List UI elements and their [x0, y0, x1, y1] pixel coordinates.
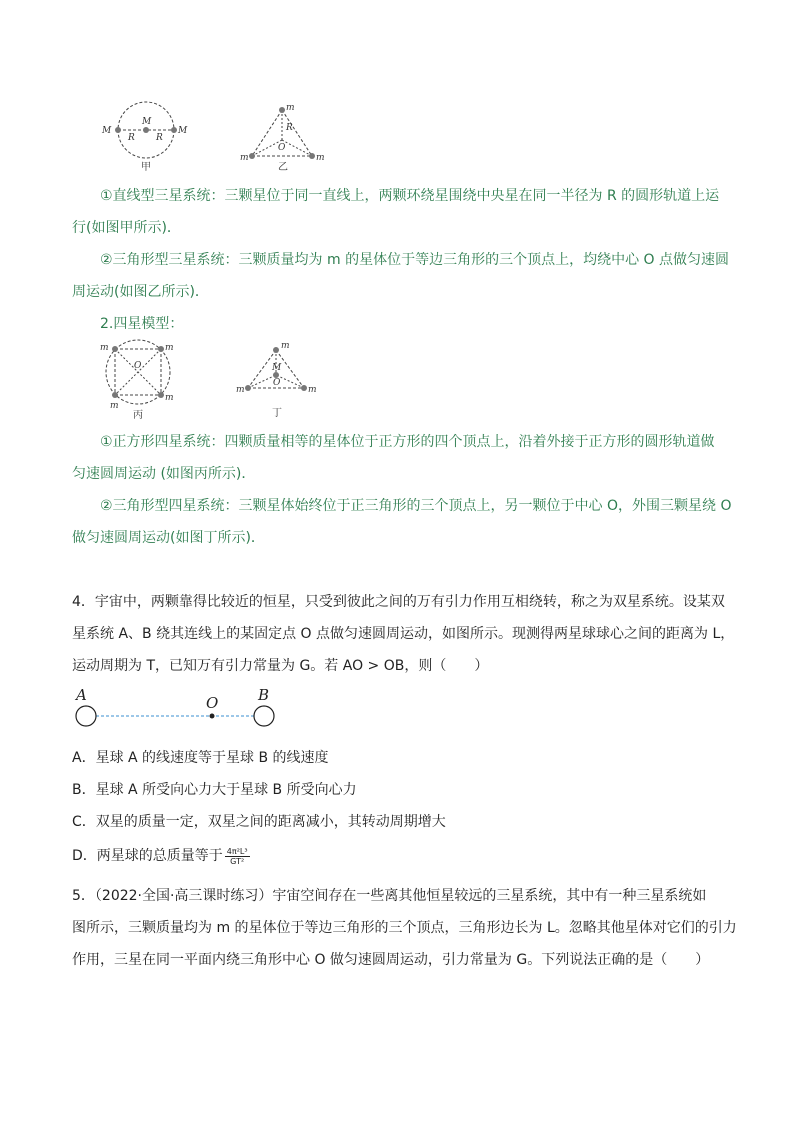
label-r-left: R — [128, 133, 135, 143]
q4-option-c[interactable]: C．双星的质量一定，双星之间的距离减小，其转动周期增大 — [72, 814, 446, 830]
caption-jia: 甲 — [141, 162, 151, 173]
q4-line-1: 4．宇宙中，两颗靠得比较近的恒星，只受到彼此之间的万有引力作用互相绕转，称之为双星系统。设某双 — [72, 594, 725, 610]
label-o: O — [273, 378, 281, 388]
figure-yi — [238, 100, 328, 172]
mass-fraction — [225, 847, 250, 866]
star-left — [249, 153, 255, 159]
point-o — [210, 714, 215, 719]
star-right — [171, 127, 177, 133]
star-b — [254, 706, 274, 726]
tri-line-2: 周运动(如图乙所示)． — [72, 284, 209, 300]
label-b: B — [258, 686, 270, 704]
q4-option-d-text: D．两星球的总质量等于 — [72, 848, 223, 864]
q4-line-2: 星系统 A、B 绕其连线上的某固定点 O 点做匀速圆周运动，如图所示。现测得两星球球心之间的距离为 L， — [72, 626, 735, 642]
star-center — [143, 127, 149, 133]
label-m-left: m — [240, 153, 249, 163]
label-m-top: m — [286, 103, 295, 113]
label-o: O — [278, 143, 286, 153]
fraction-denominator: GT² — [230, 856, 245, 866]
label-r: R — [286, 123, 293, 133]
label-m-right: m — [316, 153, 325, 163]
linear-line-2: 行(如图甲所示)． — [72, 220, 181, 236]
figure-bing-svg — [98, 338, 188, 420]
label-m-right: m — [308, 385, 317, 395]
tri4-line-2: 做匀速圆周运动(如图丁所示)． — [72, 530, 265, 546]
star-left — [115, 127, 121, 133]
square-line-1: ①正方形四星系统：四颗质量相等的星体位于正方形的四个顶点上，沿着外接于正方形的圆形轨道做 — [100, 434, 715, 450]
figure-jia — [98, 100, 198, 172]
caption-ding: 丁 — [272, 408, 282, 419]
q4-line-3: 运动周期为 T，已知万有引力常量为 G。若 AO > OB，则（ ） — [72, 658, 489, 674]
label-m-br: m — [165, 393, 174, 403]
caption-bing: 丙 — [133, 410, 143, 421]
star-bl — [112, 392, 118, 398]
star-top — [279, 107, 285, 113]
q4-option-a[interactable]: A．星球 A 的线速度等于星球 B 的线速度 — [72, 750, 329, 766]
star-top — [273, 347, 279, 353]
figure-ding-svg — [234, 338, 324, 420]
star-left — [245, 385, 251, 391]
label-m-tr: m — [165, 343, 174, 353]
label-m-left: m — [236, 385, 245, 395]
q4-option-b[interactable]: B．星球 A 所受向心力大于星球 B 所受向心力 — [72, 782, 357, 798]
star-a — [76, 706, 96, 726]
label-o: O — [206, 694, 219, 712]
four-star-heading: 2.四星模型： — [100, 316, 184, 332]
star-tr — [158, 346, 164, 352]
square-line-2: 匀速圆周运动 (如图丙所示)． — [72, 466, 256, 482]
q5-line-1: 5．（2022·全国·高三课时练习）宇宙空间存在一些离其他恒星较远的三星系统，其中有一种三星系统如 — [72, 888, 707, 904]
star-right — [309, 153, 315, 159]
figure-ding — [234, 338, 324, 420]
label-m-left: M — [102, 126, 112, 136]
q5-line-2: 图所示，三颗质量均为 m 的星体位于等边三角形的三个顶点，三角形边长为 L。忽略其他星体对它们的引力 — [72, 920, 737, 936]
label-o: O — [134, 361, 142, 371]
q5-line-3: 作用，三星在同一平面内绕三角形中心 O 做匀速圆周运动，引力常量为 G。下列说法正确的是（ ） — [72, 952, 710, 968]
label-m-top: m — [281, 341, 290, 351]
q4-figure — [72, 686, 282, 730]
caption-yi: 乙 — [278, 162, 288, 173]
figure-jia-svg — [98, 100, 198, 172]
linear-line-1: ①直线型三星系统：三颗星位于同一直线上，两颗环绕星围绕中央星在同一半径为 R 的圆形轨道上运 — [100, 188, 720, 204]
fraction-numerator: 4π²L³ — [226, 846, 248, 856]
label-m-tl: m — [100, 343, 109, 353]
q4-figure-svg — [72, 686, 282, 730]
label-m-center: M — [272, 363, 282, 373]
star-br — [158, 392, 164, 398]
star-tl — [112, 346, 118, 352]
label-m-right: M — [178, 126, 188, 136]
figure-yi-svg — [238, 100, 328, 172]
tri4-line-1: ②三角形型四星系统：三颗星体始终位于正三角形的三个顶点上，另一颗位于中心 O，外围三颗星绕 O — [100, 498, 732, 514]
star-right — [301, 385, 307, 391]
label-m-bl: m — [110, 401, 119, 411]
label-r-right: R — [156, 133, 163, 143]
label-m-center: M — [142, 117, 152, 127]
label-a: A — [76, 686, 87, 704]
tri-line-1: ②三角形型三星系统：三颗质量均为 m 的星体位于等边三角形的三个顶点上，均绕中心 O 点做匀速圆 — [100, 252, 730, 268]
figure-bing — [98, 338, 188, 420]
q4-option-d[interactable] — [72, 846, 250, 866]
